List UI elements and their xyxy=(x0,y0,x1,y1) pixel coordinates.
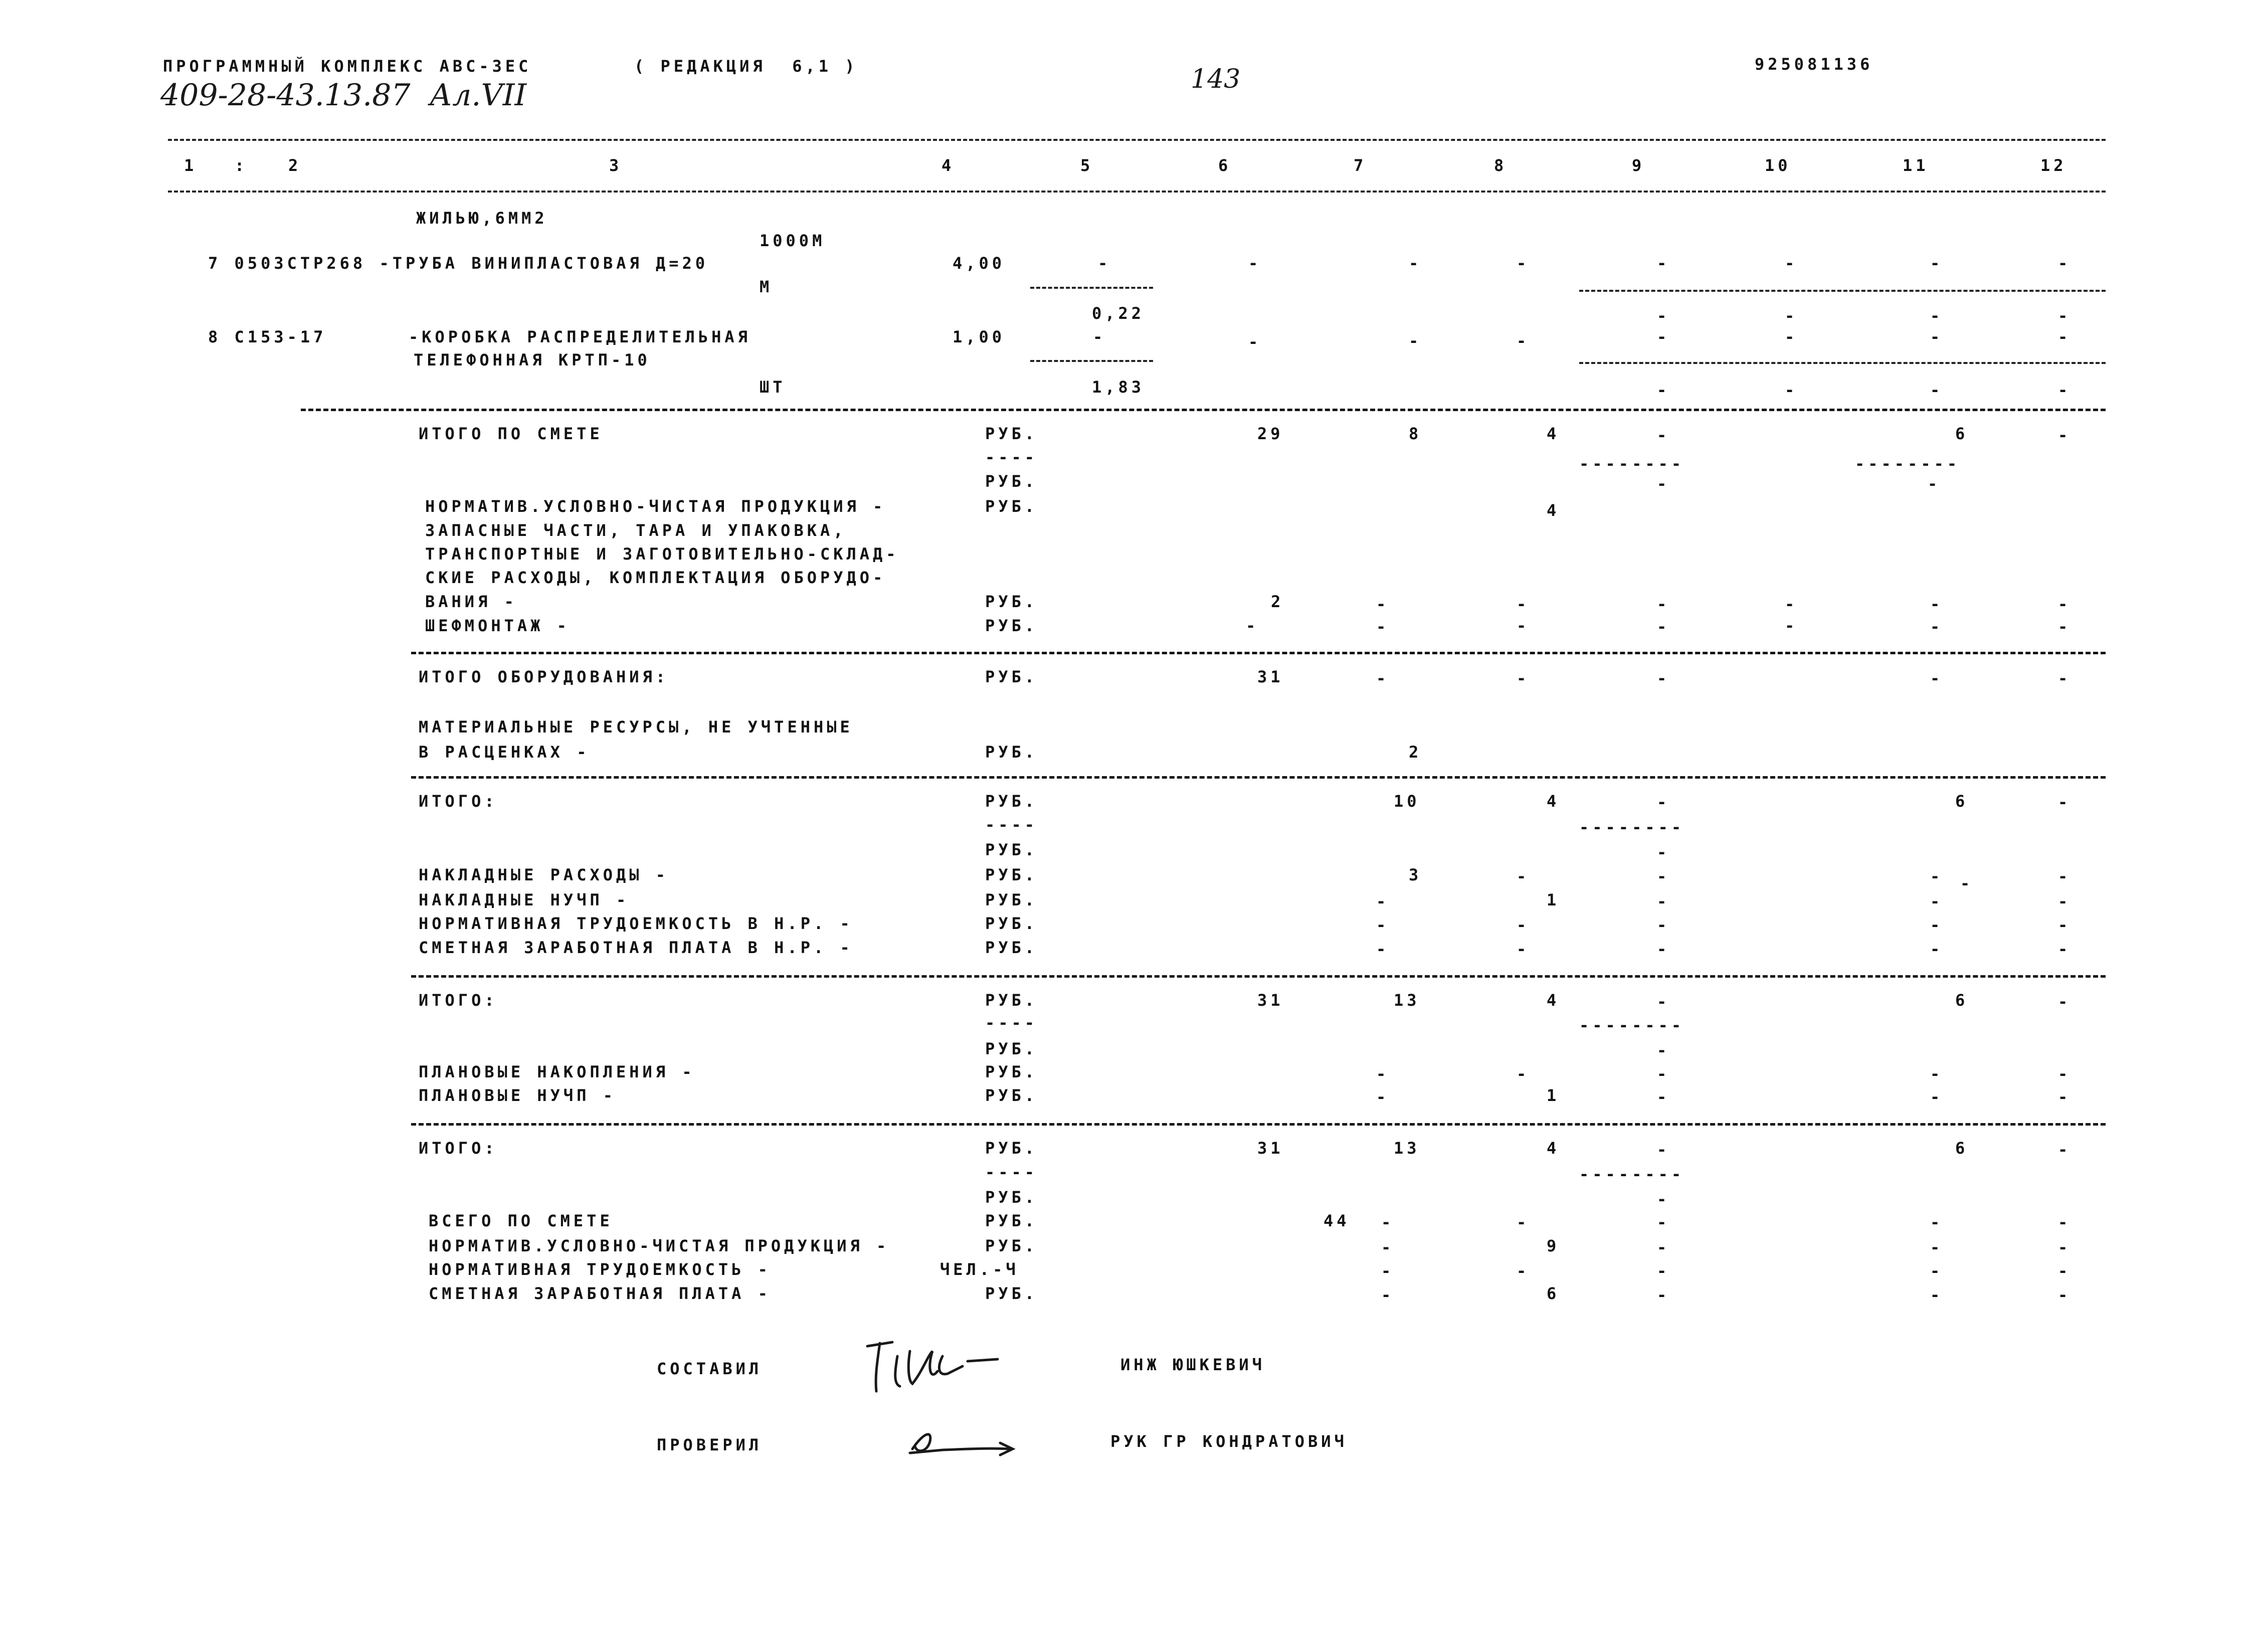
unit-cell: РУБ. xyxy=(985,497,1038,516)
dashed-rule xyxy=(1579,290,2106,292)
value-cell: - xyxy=(1930,669,1944,688)
zapchasti-line2: ТРАНСПОРТНЫЕ И ЗАГОТОВИТЕЛЬНО-СКЛАД- xyxy=(425,544,899,564)
value-cell: - xyxy=(2058,669,2071,688)
value-cell: 44 xyxy=(1324,1211,1350,1230)
value-cell: - xyxy=(1657,793,1670,812)
value-cell: 13 xyxy=(1394,991,1420,1010)
value-cell: - xyxy=(1657,940,1670,959)
value-cell: 8 xyxy=(1409,424,1422,443)
col-11: 11 xyxy=(1903,156,1929,175)
unit-cell: ---- xyxy=(985,448,1038,467)
value-cell: - xyxy=(2058,306,2071,325)
value-cell: - xyxy=(1409,254,1422,273)
value-cell: - xyxy=(2058,1238,2071,1257)
unit-cell: РУБ. xyxy=(985,865,1038,884)
shefmontazh-label: ШЕФМОНТАЖ - xyxy=(425,616,570,635)
mat-resources-line2: В РАСЦЕНКАХ - xyxy=(419,743,590,762)
dashed-rule xyxy=(411,776,2106,779)
unit-cell: РУБ. xyxy=(985,667,1038,686)
value-cell: - xyxy=(1517,867,1530,886)
handwritten-page-number: 143 xyxy=(1191,64,1241,94)
value-cell: - xyxy=(2058,867,2071,886)
value-cell: - xyxy=(1657,1140,1670,1159)
itogo-oborudovaniya-label: ИТОГО ОБОРУДОВАНИЯ: xyxy=(419,667,669,686)
zapchasti-line4: ВАНИЯ - xyxy=(425,592,517,611)
value-cell: - xyxy=(2058,254,2071,273)
header-rule-top xyxy=(168,139,2106,141)
item7-qty: 4,00 xyxy=(953,254,1006,273)
value-cell: - xyxy=(1517,1213,1530,1232)
value-cell: - xyxy=(1930,381,1944,400)
mat-resources-line1: МАТЕРИАЛЬНЫЕ РЕСУРСЫ, НЕ УЧТЕННЫЕ xyxy=(419,717,853,737)
unit-cell: РУБ. xyxy=(985,840,1038,859)
col-sep: : xyxy=(235,156,248,175)
value-cell: - xyxy=(2058,426,2071,445)
item8-code: 8 С153-17 xyxy=(208,327,327,346)
norm-trud-nr-label: НОРМАТИВНАЯ ТРУДОЕМКОСТЬ В Н.Р. - xyxy=(419,914,853,933)
value-cell: - xyxy=(1930,327,1944,346)
value-cell: - xyxy=(2058,892,2071,911)
unit-cell: РУБ. xyxy=(985,1139,1038,1158)
value-cell: 4 xyxy=(1547,991,1560,1010)
value-cell: - xyxy=(1657,1190,1670,1209)
item8-name-line1: -КОРОБКА РАСПРЕДЕЛИТЕЛЬНАЯ xyxy=(409,327,751,346)
value-cell: 6 xyxy=(1955,792,1969,811)
dashed-rule xyxy=(1579,362,2106,364)
value-cell: - xyxy=(1657,1087,1670,1107)
value-cell: - xyxy=(1657,843,1670,862)
unit-cell: РУБ. xyxy=(985,743,1038,762)
value-cell: 31 xyxy=(1257,1139,1284,1158)
dashed-rule xyxy=(1030,360,1153,362)
value-cell: - xyxy=(1381,1286,1395,1305)
document-code: 925081136 xyxy=(1755,55,1873,74)
value-cell: - xyxy=(1376,595,1390,614)
itogo-po-smete-label: ИТОГО ПО СМЕТЕ xyxy=(419,424,603,443)
value-cell: -------- xyxy=(1579,454,1685,473)
item8-price: 0,22 xyxy=(1092,304,1145,323)
compiler-name: ИНЖ ЮШКЕВИЧ xyxy=(1120,1355,1265,1374)
value-cell: - xyxy=(1930,1087,1944,1107)
value-cell: - xyxy=(1376,669,1390,688)
itogo-label-2: ИТОГО: xyxy=(419,991,498,1010)
unit-cell: РУБ. xyxy=(985,424,1038,443)
value-cell: - xyxy=(1930,867,1944,886)
value-cell: - xyxy=(1376,915,1390,935)
value-cell: - xyxy=(1098,254,1111,273)
value-cell: - xyxy=(1657,327,1670,346)
value-cell: - xyxy=(1517,331,1530,350)
value-cell: - xyxy=(1248,254,1262,273)
value-cell: - xyxy=(1248,332,1262,351)
value-cell: - xyxy=(1657,669,1670,688)
value-cell: 4 xyxy=(1547,501,1560,520)
value-cell: - xyxy=(1381,1213,1395,1232)
value-cell: - xyxy=(1930,1286,1944,1305)
value-cell: 6 xyxy=(1955,424,1969,443)
value-cell: 31 xyxy=(1257,667,1284,686)
plan-nakop-label: ПЛАНОВЫЕ НАКОПЛЕНИЯ - xyxy=(419,1062,695,1081)
value-cell: - xyxy=(1657,1041,1670,1060)
value-cell: - xyxy=(1960,874,1974,893)
value-cell: - xyxy=(2058,1213,2071,1232)
value-cell: - xyxy=(1930,940,1944,959)
value-cell: - xyxy=(2058,992,2071,1011)
value-cell: 4 xyxy=(1547,424,1560,443)
unit-cell: РУБ. xyxy=(985,1284,1038,1303)
value-cell: 3 xyxy=(1409,865,1422,884)
value-cell: - xyxy=(1376,1087,1390,1107)
value-cell: - xyxy=(1409,331,1422,350)
unit-cell: РУБ. xyxy=(985,616,1038,635)
checker-name: РУК ГР КОНДРАТОВИЧ xyxy=(1110,1432,1348,1451)
dashed-rule xyxy=(411,975,2106,978)
value-cell: - xyxy=(1517,595,1530,614)
norm-trud-label: НОРМАТИВНАЯ ТРУДОЕМКОСТЬ - xyxy=(429,1260,771,1279)
item7-line: 7 0503СТР268 -ТРУБА ВИНИПЛАСТОВАЯ Д=20 xyxy=(208,254,709,273)
value-cell: - xyxy=(2058,617,2071,636)
item7-unit: М xyxy=(760,277,773,296)
checker-signature xyxy=(902,1414,1028,1464)
plan-nuchp-label: ПЛАНОВЫЕ НУЧП - xyxy=(419,1086,616,1105)
proveril-label: ПРОВЕРИЛ xyxy=(657,1435,763,1454)
col-7: 7 xyxy=(1354,156,1367,175)
edition-label: ( РЕДАКЦИЯ 6,1 ) xyxy=(634,57,858,76)
col-3: 3 xyxy=(609,156,623,175)
value-cell: - xyxy=(1657,1064,1670,1083)
col-4: 4 xyxy=(941,156,955,175)
value-cell: 31 xyxy=(1257,991,1284,1010)
col-12: 12 xyxy=(2040,156,2067,175)
value-cell: - xyxy=(1930,1261,1944,1280)
dashed-rule xyxy=(411,652,2106,654)
item7-unit-top: 1000М xyxy=(760,231,826,250)
value-cell: - xyxy=(1930,595,1944,614)
unit-cell: РУБ. xyxy=(985,792,1038,811)
value-cell: - xyxy=(2058,1286,2071,1305)
value-cell: - xyxy=(1657,254,1670,273)
value-cell: - xyxy=(1517,669,1530,688)
handwritten-reference: 409-28-43.13.87 Ал.VII xyxy=(160,78,527,113)
smet-zp-nr-label: СМЕТНАЯ ЗАРАБОТНАЯ ПЛАТА В Н.Р. - xyxy=(419,938,853,957)
value-cell: - xyxy=(1657,381,1670,400)
unit-cell: РУБ. xyxy=(985,1236,1038,1255)
value-cell: - xyxy=(1517,616,1530,635)
program-title: ПРОГРАММНЫЙ КОМПЛЕКС АВС-3ЕС xyxy=(163,57,532,76)
unit-cell: РУБ. xyxy=(985,1086,1038,1105)
value-cell: - xyxy=(1657,1286,1670,1305)
value-cell: - xyxy=(1930,915,1944,935)
smet-zp-label: СМЕТНАЯ ЗАРАБОТНАЯ ПЛАТА - xyxy=(429,1284,771,1303)
value-cell: - xyxy=(1657,474,1670,493)
itogo-label-1: ИТОГО: xyxy=(419,792,498,811)
continued-label: ЖИЛЬЮ,6ММ2 xyxy=(416,209,548,228)
value-cell: - xyxy=(2058,595,2071,614)
value-cell: - xyxy=(1657,892,1670,911)
value-cell: - xyxy=(1376,940,1390,959)
value-cell: - xyxy=(1657,426,1670,445)
nakladnye-nuchp-label: НАКЛАДНЫЕ НУЧП - xyxy=(419,890,630,909)
col-6: 6 xyxy=(1218,156,1232,175)
unit-cell: РУБ. xyxy=(985,991,1038,1010)
unit-cell: РУБ. xyxy=(985,1211,1038,1230)
value-cell: - xyxy=(1517,940,1530,959)
value-cell: - xyxy=(1785,306,1798,325)
norm-ucp-label-2: НОРМАТИВ.УСЛОВНО-ЧИСТАЯ ПРОДУКЦИЯ - xyxy=(429,1236,890,1255)
dashed-rule xyxy=(411,1123,2106,1126)
value-cell: - xyxy=(1657,306,1670,325)
items-end-rule xyxy=(301,409,2106,411)
value-cell: 1 xyxy=(1547,890,1560,909)
value-cell: -------- xyxy=(1579,818,1685,837)
value-cell: - xyxy=(2058,1261,2071,1280)
value-cell: 2 xyxy=(1271,592,1284,611)
value-cell: - xyxy=(1785,595,1798,614)
unit-cell: РУБ. xyxy=(985,472,1038,491)
itogo-label-3: ИТОГО: xyxy=(419,1139,498,1158)
value-cell: 13 xyxy=(1394,1139,1420,1158)
value-cell: - xyxy=(1930,1064,1944,1083)
value-cell: - xyxy=(1657,1238,1670,1257)
value-cell: - xyxy=(2058,793,2071,812)
value-cell: - xyxy=(1376,892,1390,911)
value-cell: - xyxy=(1093,327,1106,346)
item8-price2: 1,83 xyxy=(1092,378,1145,397)
value-cell: -------- xyxy=(1579,1016,1685,1035)
sostavil-label: СОСТАВИЛ xyxy=(657,1359,763,1378)
value-cell: - xyxy=(2058,1140,2071,1159)
unit-cell: ЧЕЛ.-Ч xyxy=(940,1260,1019,1279)
value-cell: - xyxy=(1517,915,1530,935)
value-cell: 6 xyxy=(1955,991,1969,1010)
value-cell: - xyxy=(1785,381,1798,400)
value-cell: -------- xyxy=(1579,1165,1685,1184)
col-5: 5 xyxy=(1080,156,1094,175)
value-cell: - xyxy=(1930,617,1944,636)
value-cell: - xyxy=(1517,254,1530,273)
unit-cell: РУБ. xyxy=(985,914,1038,933)
value-cell: - xyxy=(1930,1213,1944,1232)
value-cell: - xyxy=(1785,327,1798,346)
col-2: 2 xyxy=(288,156,302,175)
unit-cell: РУБ. xyxy=(985,890,1038,909)
value-cell: - xyxy=(1381,1261,1395,1280)
value-cell: - xyxy=(1246,616,1259,635)
unit-cell: РУБ. xyxy=(985,1062,1038,1081)
nakladnye-label: НАКЛАДНЫЕ РАСХОДЫ - xyxy=(419,865,669,884)
value-cell: - xyxy=(2058,1064,2071,1083)
value-cell: - xyxy=(2058,940,2071,959)
col-1: 1 xyxy=(184,156,198,175)
value-cell: - xyxy=(1657,867,1670,886)
value-cell: - xyxy=(1928,474,1941,493)
value-cell: - xyxy=(1376,617,1390,636)
zapchasti-line1: ЗАПАСНЫЕ ЧАСТИ, ТАРА И УПАКОВКА, xyxy=(425,521,847,540)
norm-ucp-label: НОРМАТИВ.УСЛОВНО-ЧИСТАЯ ПРОДУКЦИЯ - xyxy=(425,497,886,516)
value-cell: -------- xyxy=(1855,454,1961,473)
col-10: 10 xyxy=(1765,156,1791,175)
value-cell: 6 xyxy=(1547,1284,1560,1303)
value-cell: - xyxy=(1785,616,1798,635)
value-cell: - xyxy=(1930,254,1944,273)
dashed-rule xyxy=(1030,287,1153,289)
col-9: 9 xyxy=(1632,156,1645,175)
header-rule-bottom xyxy=(168,191,2106,193)
unit-cell: РУБ. xyxy=(985,938,1038,957)
value-cell: 4 xyxy=(1547,1139,1560,1158)
value-cell: 10 xyxy=(1394,792,1420,811)
value-cell: - xyxy=(1381,1238,1395,1257)
value-cell: - xyxy=(2058,381,2071,400)
col-8: 8 xyxy=(1494,156,1507,175)
value-cell: - xyxy=(2058,915,2071,935)
value-cell: - xyxy=(1785,254,1798,273)
value-cell: - xyxy=(1657,1213,1670,1232)
value-cell: - xyxy=(1517,1064,1530,1083)
unit-cell: РУБ. xyxy=(985,1039,1038,1058)
item8-qty: 1,00 xyxy=(953,327,1006,346)
value-cell: 1 xyxy=(1547,1086,1560,1105)
value-cell: - xyxy=(1376,1064,1390,1083)
value-cell: - xyxy=(1657,992,1670,1011)
unit-cell: ---- xyxy=(985,815,1038,834)
value-cell: 2 xyxy=(1409,743,1422,762)
value-cell: - xyxy=(2058,327,2071,346)
value-cell: - xyxy=(1517,1261,1530,1280)
unit-cell: РУБ. xyxy=(985,1188,1038,1207)
unit-cell: ---- xyxy=(985,1163,1038,1182)
value-cell: - xyxy=(1930,1238,1944,1257)
value-cell: - xyxy=(1657,1261,1670,1280)
value-cell: - xyxy=(1657,915,1670,935)
value-cell: - xyxy=(1930,306,1944,325)
unit-cell: ---- xyxy=(985,1013,1038,1032)
value-cell: 29 xyxy=(1257,424,1284,443)
value-cell: 9 xyxy=(1547,1236,1560,1255)
compiler-signature xyxy=(862,1336,1013,1401)
value-cell: 6 xyxy=(1955,1139,1969,1158)
value-cell: - xyxy=(1657,595,1670,614)
vsego-po-smete-label: ВСЕГО ПО СМЕТЕ xyxy=(429,1211,613,1230)
item8-name-line2: ТЕЛЕФОННАЯ КРТП-10 xyxy=(414,350,651,370)
item8-unit: ШТ xyxy=(760,378,786,397)
unit-cell: РУБ. xyxy=(985,592,1038,611)
value-cell: - xyxy=(1657,617,1670,636)
value-cell: - xyxy=(1930,892,1944,911)
value-cell: 4 xyxy=(1547,792,1560,811)
value-cell: - xyxy=(2058,1087,2071,1107)
zapchasti-line3: СКИЕ РАСХОДЫ, КОМПЛЕКТАЦИЯ ОБОРУДО- xyxy=(425,568,886,587)
